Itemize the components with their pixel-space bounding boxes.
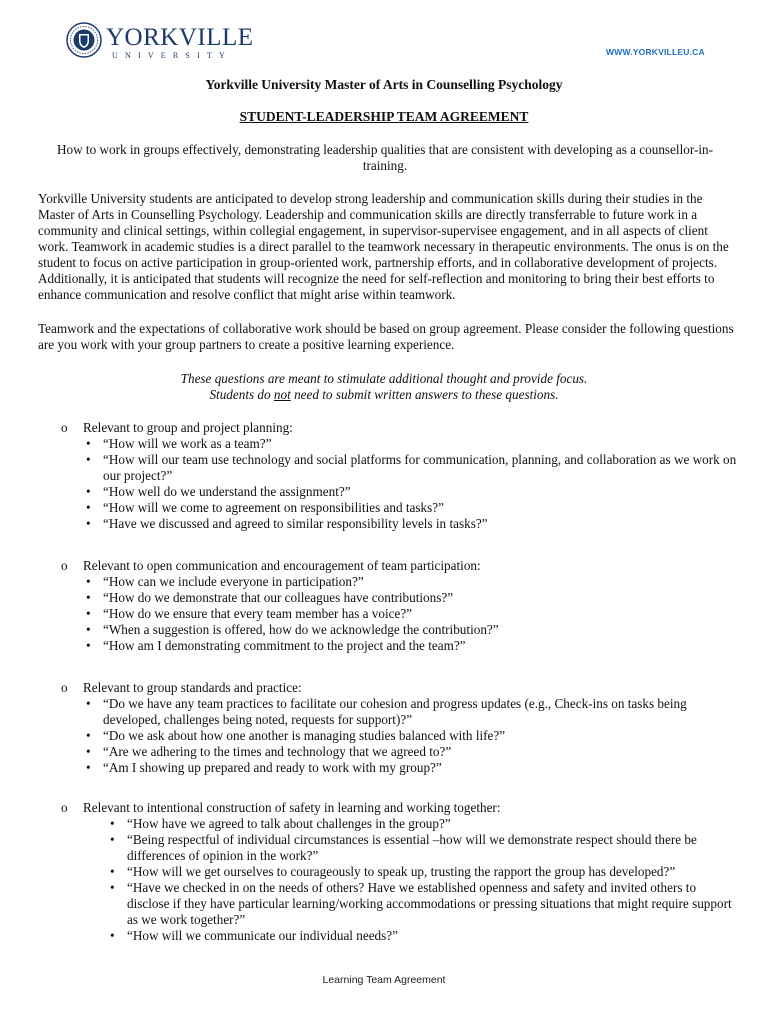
bullet-icon: • (86, 760, 91, 775)
list-item (83, 574, 741, 590)
question-list (107, 816, 741, 944)
list-item (83, 728, 741, 744)
document-title: Yorkville University Master of Arts in Counselling Psychology (205, 77, 563, 92)
bullet-icon: • (86, 638, 91, 653)
list-item-text: “How will our team use technology and social platforms for communication, planning, and collaboration as we work on our project?” (103, 452, 737, 483)
intro-paragraph: How to work in groups effectively, demonstrating leadership qualities that are consistent with developing as a counsellor-in-training. (56, 142, 713, 173)
bullet-icon: • (86, 574, 91, 589)
bullet-icon: • (110, 928, 115, 943)
list-item (107, 928, 741, 944)
list-item-text: “Have we checked in on the needs of others? Have we established openness and safety and invited others to disclose if they have particular learning/working accommodations or pressing situations that might require support as we work together?” (127, 880, 732, 927)
hollow-circle-bullet-icon: o (61, 420, 68, 435)
list-item-text: “How will we work as a team?” (103, 436, 272, 451)
crest-icon (66, 22, 102, 58)
logo-subtitle: UNIVERSITY (112, 51, 232, 60)
list-item-text: “How do we demonstrate that our colleagues have contributions?” (103, 590, 454, 605)
list-item-text: “How can we include everyone in participation?” (103, 574, 364, 589)
bullet-icon: • (86, 500, 91, 515)
list-item (107, 816, 741, 832)
list-item (107, 832, 741, 864)
hollow-circle-bullet-icon: o (61, 680, 68, 695)
list-item-text: “How will we come to agreement on responsibilities and tasks?” (103, 500, 444, 515)
bullet-icon: • (86, 484, 91, 499)
note-line-1: These questions are meant to stimulate additional thought and provide focus. (180, 371, 588, 386)
bullet-icon: • (86, 622, 91, 637)
list-item (107, 880, 741, 928)
hollow-circle-bullet-icon: o (61, 800, 68, 815)
list-item-text: “Do we ask about how one another is managing studies balanced with life?” (103, 728, 506, 743)
bullet-icon: • (86, 590, 91, 605)
list-item-text: “How am I demonstrating commitment to the project and the team?” (103, 638, 466, 653)
bullet-icon: • (86, 516, 91, 531)
question-list (83, 574, 741, 654)
list-item-text: “How do we ensure that every team member has a voice?” (103, 606, 413, 621)
question-list (83, 436, 741, 532)
section-heading-text: Relevant to group and project planning: (83, 420, 293, 435)
bullet-icon: • (110, 880, 115, 895)
list-item (83, 760, 741, 776)
list-item-text: “How have we agreed to talk about challenges in the group?” (127, 816, 451, 831)
question-list (83, 696, 741, 776)
list-item-text: “How will we communicate our individual needs?” (127, 928, 398, 943)
section-open-communication (61, 558, 741, 654)
list-item (107, 864, 741, 880)
bullet-icon: • (86, 744, 91, 759)
bullet-icon: • (86, 696, 91, 711)
list-item (83, 452, 741, 484)
document-subtitle: STUDENT-LEADERSHIP TEAM AGREEMENT (239, 109, 529, 124)
section-safety-in-learning (61, 800, 741, 944)
note-line-2-end: need to submit written answers to these questions. (290, 387, 559, 402)
list-item-text: “How well do we understand the assignment?” (103, 484, 351, 499)
section-heading-text: Relevant to intentional construction of safety in learning and working together: (83, 800, 501, 815)
bullet-icon: • (110, 864, 115, 879)
bullet-icon: • (86, 728, 91, 743)
list-item (83, 500, 741, 516)
list-item-text: “Am I showing up prepared and ready to work with my group?” (103, 760, 442, 775)
note-line-2-start: Students do (209, 387, 274, 402)
italic-note (0, 371, 768, 403)
list-item (83, 638, 741, 654)
section-heading-text: Relevant to open communication and encouragement of team participation: (83, 558, 481, 573)
list-item-text: “When a suggestion is offered, how do we acknowledge the contribution?” (103, 622, 499, 637)
university-logo (66, 22, 254, 62)
list-item-text: “Being respectful of individual circumstances is essential –how will we demonstrate respect should there be differences of opinion in the work?” (127, 832, 697, 863)
list-item-text: “Have we discussed and agreed to similar responsibility levels in tasks?” (103, 516, 488, 531)
section-group-standards (61, 680, 741, 776)
logo-wordmark: YORKVILLE (106, 24, 254, 51)
section-project-planning (61, 420, 741, 532)
bullet-icon: • (86, 436, 91, 451)
section-heading (61, 800, 741, 816)
list-item (83, 744, 741, 760)
section-heading-text: Relevant to group standards and practice: (83, 680, 302, 695)
bullet-icon: • (86, 452, 91, 467)
list-item (83, 484, 741, 500)
list-item-text: “Are we adhering to the times and technology that we agreed to?” (103, 744, 452, 759)
list-item (83, 606, 741, 622)
list-item (83, 696, 741, 728)
body-paragraph-1: Yorkville University students are anticipated to develop strong leadership and communication skills during their studies in the Master of Arts in Counselling Psychology. Leadership and communication skills are directly transferrable to future work in a community and clinical settings, within collegial engagement, in supervisor-supervisee engagement, and in all aspects of client work. Teamwork in academic studies is a direct parallel to the teamwork necessary in therapeutic environments. The onus is on the student to focus on active participation in group-oriented work, partnership efforts, and in collaborative development of projects. Additionally, it is anticipated that students will recognize the need for self-reflection and monitoring to bring their best efforts to enhance communication and resolve conflict that might arise within teamwork. (38, 191, 729, 302)
body-paragraph-2: Teamwork and the expectations of collaborative work should be based on group agreement. Please consider the following questions are you work with your group partners to create a positive learning experience. (38, 321, 734, 352)
bullet-icon: • (110, 832, 115, 847)
note-emphasis-not: not (273, 387, 291, 402)
note-line-2 (0, 387, 768, 403)
list-item (83, 436, 741, 452)
page-footer: Learning Team Agreement (322, 974, 446, 986)
section-heading (61, 420, 741, 436)
list-item (83, 622, 741, 638)
bullet-icon: • (86, 606, 91, 621)
hollow-circle-bullet-icon: o (61, 558, 68, 573)
section-heading (61, 558, 741, 574)
list-item (83, 590, 741, 606)
list-item (83, 516, 741, 532)
bullet-icon: • (110, 816, 115, 831)
section-heading (61, 680, 741, 696)
list-item-text: “Do we have any team practices to facilitate our cohesion and progress updates (e.g., Check-ins on tasks being developed, challenges being noted, requests for support)?” (103, 696, 687, 727)
website-link[interactable]: WWW.YORKVILLEU.CA (606, 47, 705, 57)
list-item-text: “How will we get ourselves to courageously to speak up, trusting the rapport the group has developed?” (127, 864, 676, 879)
